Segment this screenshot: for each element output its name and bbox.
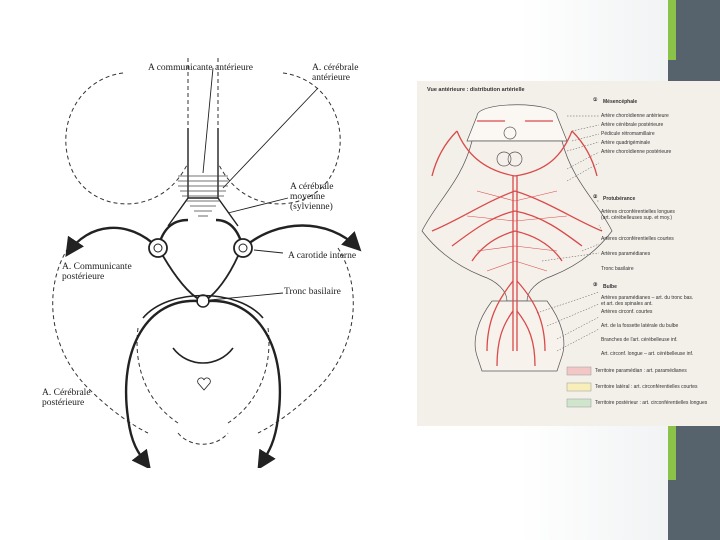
label-branches-cerebelleuse: Branches de l'art. cérébelleuse inf. <box>601 337 678 343</box>
label-cerebrale-posterieure: A. Cérébrale postérieure <box>42 388 91 408</box>
label-circ-courts: Artères circonf. courtes <box>601 309 653 315</box>
legend-lateral: Territoire latéral : art. circonférentielles courtes <box>595 384 698 390</box>
label-fossette-laterale: Art. de la fossette latérale du bulbe <box>601 323 679 329</box>
label-pedicule-retromamillaire: Pédicule rétromamillaire <box>601 131 655 137</box>
label-circ-longues: Artères circonférentielles longues <box>601 209 675 215</box>
label-cerebrale-moyenne: A cérébrale moyenne (sylvienne) <box>290 182 334 212</box>
figure-title: Vue antérieure : distribution artérielle <box>427 87 525 93</box>
label-carotide-interne: A carotide interne <box>288 251 357 261</box>
label-quadrigeminale: Artère quadrigéminale <box>601 140 651 146</box>
label-cerebrale-posterieure-r: Artère cérébrale postérieure <box>601 122 664 128</box>
label-communicante-anterieure: A communicante antérieure <box>148 63 253 73</box>
section-number-2: ② <box>593 194 598 200</box>
brainstem-arterial-figure <box>417 81 720 426</box>
label-art-paramedianes-detail: et art. des spinales ant. <box>601 301 653 307</box>
label-choroidienne-anterieure: Artère choroïdienne antérieure <box>601 113 669 119</box>
section-number-3: ③ <box>593 282 598 288</box>
label-circ-courtes: Artères circonférentielles courtes <box>601 236 674 242</box>
legend-swatch-pink <box>567 367 591 375</box>
label-protuberance: Protubérance <box>603 196 636 202</box>
legend-swatch-green <box>567 399 591 407</box>
label-art-paramedianes: Artères paramédianes – art. du tronc bas. <box>601 295 694 301</box>
legend-posterieur: Territoire postérieur : art. circonférentielles longues <box>595 400 708 406</box>
label-choroidienne-posterieure: Artère choroïdienne postérieure <box>601 149 672 155</box>
label-bulbe: Bulbe <box>603 284 617 290</box>
label-tronc-basilaire-r: Tronc basilaire <box>601 266 634 272</box>
label-circ-longue: Art. circonf. longue – art. cérébelleuse inf. <box>601 351 694 357</box>
legend-swatch-yellow <box>567 383 591 391</box>
brainstem-illustration <box>417 81 720 426</box>
section-number-1: ① <box>593 97 598 103</box>
label-mesencephale: Mésencéphale <box>603 99 638 105</box>
legend-paramedian: Territoire paramédian : art. paramédianes <box>595 368 687 374</box>
label-communicante-posterieure: A. Communicante postérieure <box>62 262 132 282</box>
label-circ-longues-detail: (art. cérébelleuses sup. et moy.) <box>601 215 673 221</box>
accent-tab-top <box>668 0 676 60</box>
label-paramedianes: Artères paramédianes <box>601 251 651 257</box>
label-tronc-basilaire: Tronc basilaire <box>284 287 341 297</box>
label-cerebrale-anterieure: A. cérébrale antérieure <box>312 63 359 83</box>
